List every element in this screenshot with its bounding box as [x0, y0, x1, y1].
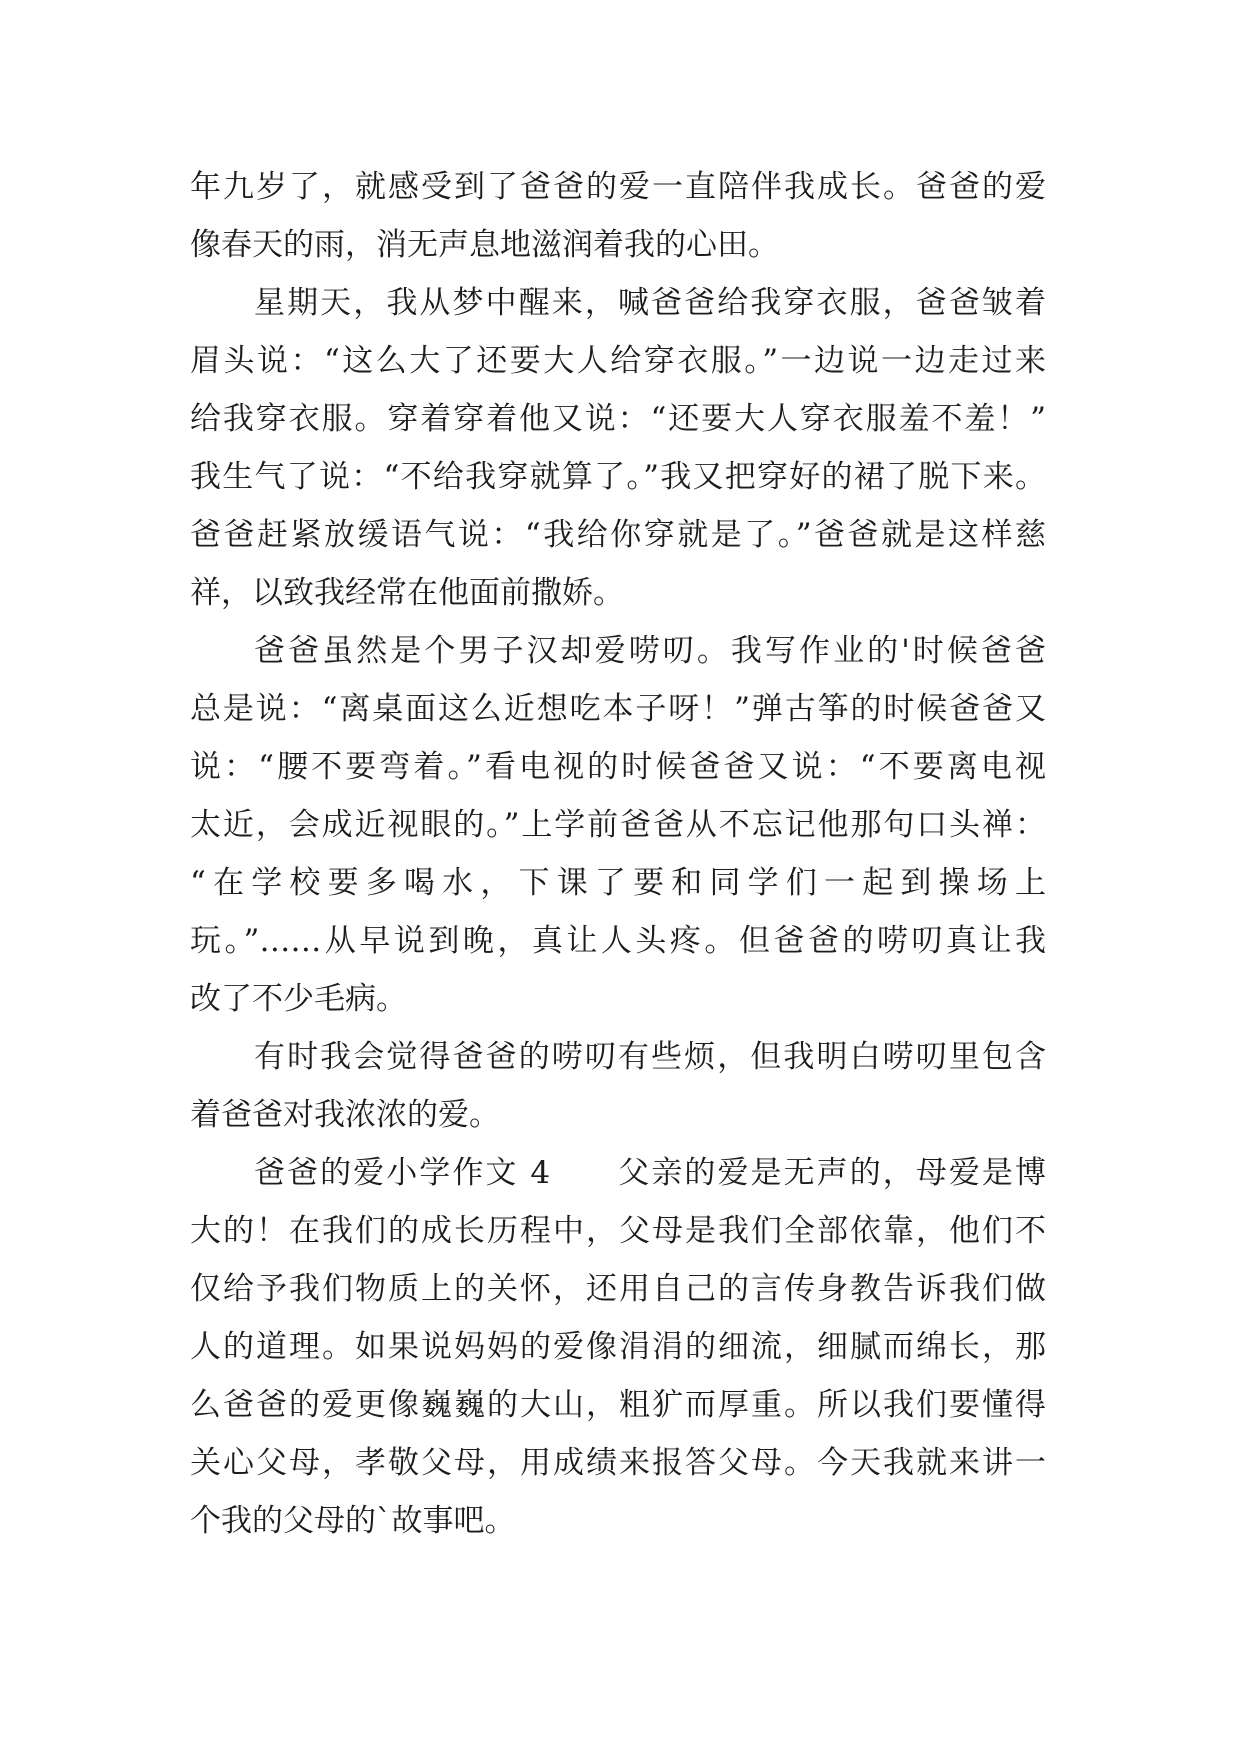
text-line: 爸爸赶紧放缓语气说：“我给你穿就是了。”爸爸就是这样慈	[190, 517, 1046, 553]
text-line: “在学校要多喝水，下课了要和同学们一起到操场上	[190, 865, 1046, 901]
text-line: 爸爸虽然是个男子汉却爱唠叨。我写作业的'时候爸爸	[254, 633, 1046, 669]
text-line: 总是说：“离桌面这么近想吃本子呀！”弹古筝的时候爸爸又	[190, 691, 1046, 727]
text-line: 个我的父母的`故事吧。	[190, 1503, 516, 1539]
text-line: 像春天的雨，消无声息地滋润着我的心田。	[190, 227, 779, 263]
text-line: 说：“腰不要弯着。”看电视的时候爸爸又说：“不要离电视	[190, 749, 1046, 785]
text-line: 眉头说：“这么大了还要大人给穿衣服。”一边说一边走过来	[190, 343, 1046, 379]
text-line: 爸爸的爱小学作文 4 父亲的爱是无声的，母爱是博	[254, 1155, 1046, 1191]
text-line: 么爸爸的爱更像巍巍的大山，粗犷而厚重。所以我们要懂得	[190, 1387, 1046, 1423]
text-line: 给我穿衣服。穿着穿着他又说：“还要大人穿衣服羞不羞！”	[190, 401, 1046, 437]
text-line: 祥，以致我经常在他面前撒娇。	[190, 575, 624, 611]
text-line: 仅给予我们物质上的关怀，还用自己的言传身教告诉我们做	[190, 1271, 1046, 1307]
text-line: 人的道理。如果说妈妈的爱像涓涓的细流，细腻而绵长，那	[190, 1329, 1046, 1365]
text-line: 关心父母，孝敬父母，用成绩来报答父母。今天我就来讲一	[190, 1445, 1046, 1481]
text-line: 星期天，我从梦中醒来，喊爸爸给我穿衣服，爸爸皱着	[254, 285, 1046, 321]
text-line: 我生气了说：“不给我穿就算了。”我又把穿好的裙了脱下来。	[190, 459, 1046, 495]
essay-body	[190, 158, 1060, 1550]
text-line: 着爸爸对我浓浓的爱。	[190, 1097, 500, 1133]
text-line: 太近，会成近视眼的。”上学前爸爸从不忘记他那句口头禅：	[190, 807, 1046, 843]
text-line: 大的！在我们的成长历程中，父母是我们全部依靠，他们不	[190, 1213, 1046, 1249]
text-line: 玩。”……从早说到晚，真让人头疼。但爸爸的唠叨真让我	[190, 923, 1046, 959]
text-line: 年九岁了，就感受到了爸爸的爱一直陪伴我成长。爸爸的爱	[190, 169, 1046, 205]
text-line: 改了不少毛病。	[190, 981, 407, 1017]
text-line: 有时我会觉得爸爸的唠叨有些烦，但我明白唠叨里包含	[254, 1039, 1046, 1075]
